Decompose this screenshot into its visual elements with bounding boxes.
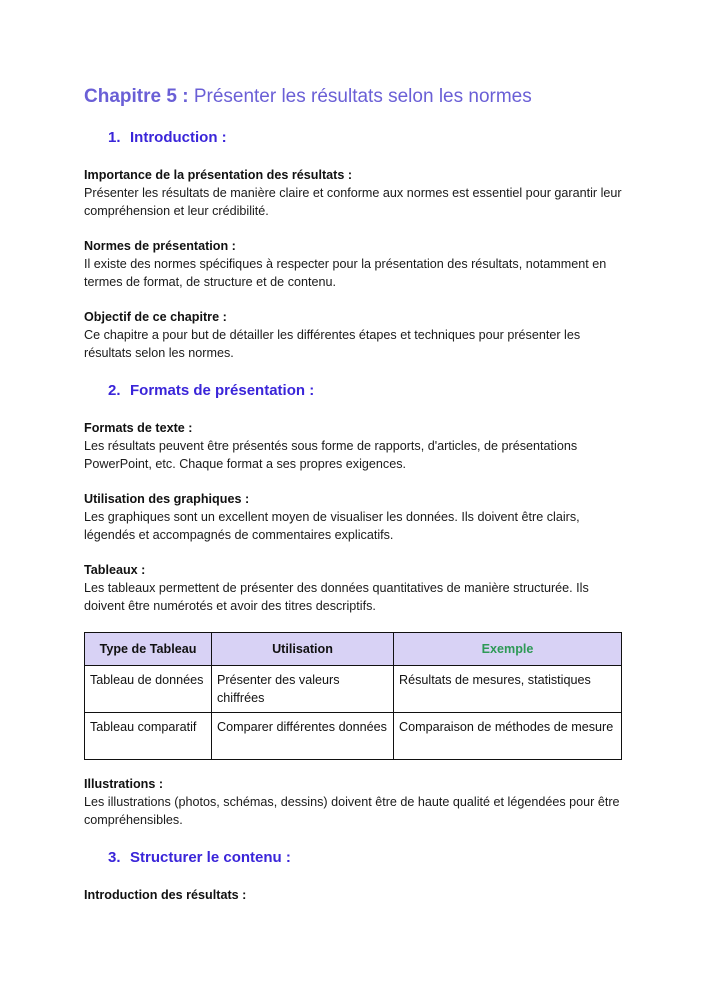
chapter-name: Présenter les résultats selon les normes xyxy=(193,86,532,107)
table-cell: Présenter des valeurs chiffrées xyxy=(212,666,394,713)
paragraph-text: Les résultats peuvent être présentés sous forme de rapports, d'articles, de présentations PowerPoint, etc. Chaque format a ses propres exigences. xyxy=(84,439,578,471)
table-header-cell: Utilisation xyxy=(212,633,394,666)
section-number: 2. xyxy=(108,382,121,399)
section-heading-structurer xyxy=(108,848,291,868)
section-heading-introduction xyxy=(108,128,227,148)
table-cell: Comparer différentes données xyxy=(212,713,394,760)
paragraph-label: Introduction des résultats : xyxy=(84,888,247,902)
table-header-row xyxy=(85,633,622,666)
table-header-cell: Type de Tableau xyxy=(85,633,212,666)
paragraph-text: Les graphiques sont un excellent moyen de visualiser les données. Ils doivent être clairs, légendés et accompagnés de commentaires explicatifs. xyxy=(84,510,580,542)
paragraph-text: Il existe des normes spécifiques à respecter pour la présentation des résultats, notamment en termes de format, de structure et de contenu. xyxy=(84,257,607,289)
section-title: Formats de présentation : xyxy=(130,382,315,399)
paragraph-block xyxy=(84,419,624,473)
paragraph-block xyxy=(84,490,624,544)
paragraph-label: Formats de texte : xyxy=(84,421,193,435)
section-heading-formats xyxy=(108,381,314,401)
paragraph-text: Les tableaux permettent de présenter des données quantitatives de manière structurée. Ils doivent être numérotés et avoir des titres descriptifs. xyxy=(84,581,589,613)
paragraph-block xyxy=(84,775,624,829)
paragraph-label: Importance de la présentation des résultats : xyxy=(84,168,353,182)
paragraph-block xyxy=(84,886,624,904)
paragraph-text: Présenter les résultats de manière claire et conforme aux normes est essentiel pour garantir leur compréhension et leur crédibilité. xyxy=(84,186,622,218)
paragraph-block xyxy=(84,561,624,615)
paragraph-label: Objectif de ce chapitre : xyxy=(84,310,227,324)
paragraph-label: Utilisation des graphiques : xyxy=(84,492,250,506)
table-row xyxy=(85,666,622,713)
paragraph-block xyxy=(84,237,624,291)
paragraph-text: Ce chapitre a pour but de détailler les différentes étapes et techniques pour présenter les résultats selon les normes. xyxy=(84,328,581,360)
section-number: 3. xyxy=(108,849,121,866)
section-title: Structurer le contenu : xyxy=(130,849,291,866)
paragraph-label: Illustrations : xyxy=(84,777,164,791)
paragraph-block xyxy=(84,308,624,362)
table-cell: Résultats de mesures, statistiques xyxy=(394,666,622,713)
paragraph-label: Tableaux : xyxy=(84,563,146,577)
paragraph-label: Normes de présentation : xyxy=(84,239,236,253)
section-title: Introduction : xyxy=(130,129,227,146)
table-cell: Tableau de données xyxy=(85,666,212,713)
chapter-title xyxy=(84,85,532,109)
paragraph-text: Les illustrations (photos, schémas, dessins) doivent être de haute qualité et légendées pour être compréhensibles. xyxy=(84,795,620,827)
table-types xyxy=(84,632,622,760)
chapter-number: Chapitre 5 : xyxy=(84,86,189,107)
table-cell: Tableau comparatif xyxy=(85,713,212,760)
table-row xyxy=(85,713,622,760)
table-header-cell: Exemple xyxy=(394,633,622,666)
paragraph-block xyxy=(84,166,624,220)
table-cell: Comparaison de méthodes de mesure xyxy=(394,713,622,760)
section-number: 1. xyxy=(108,129,121,146)
